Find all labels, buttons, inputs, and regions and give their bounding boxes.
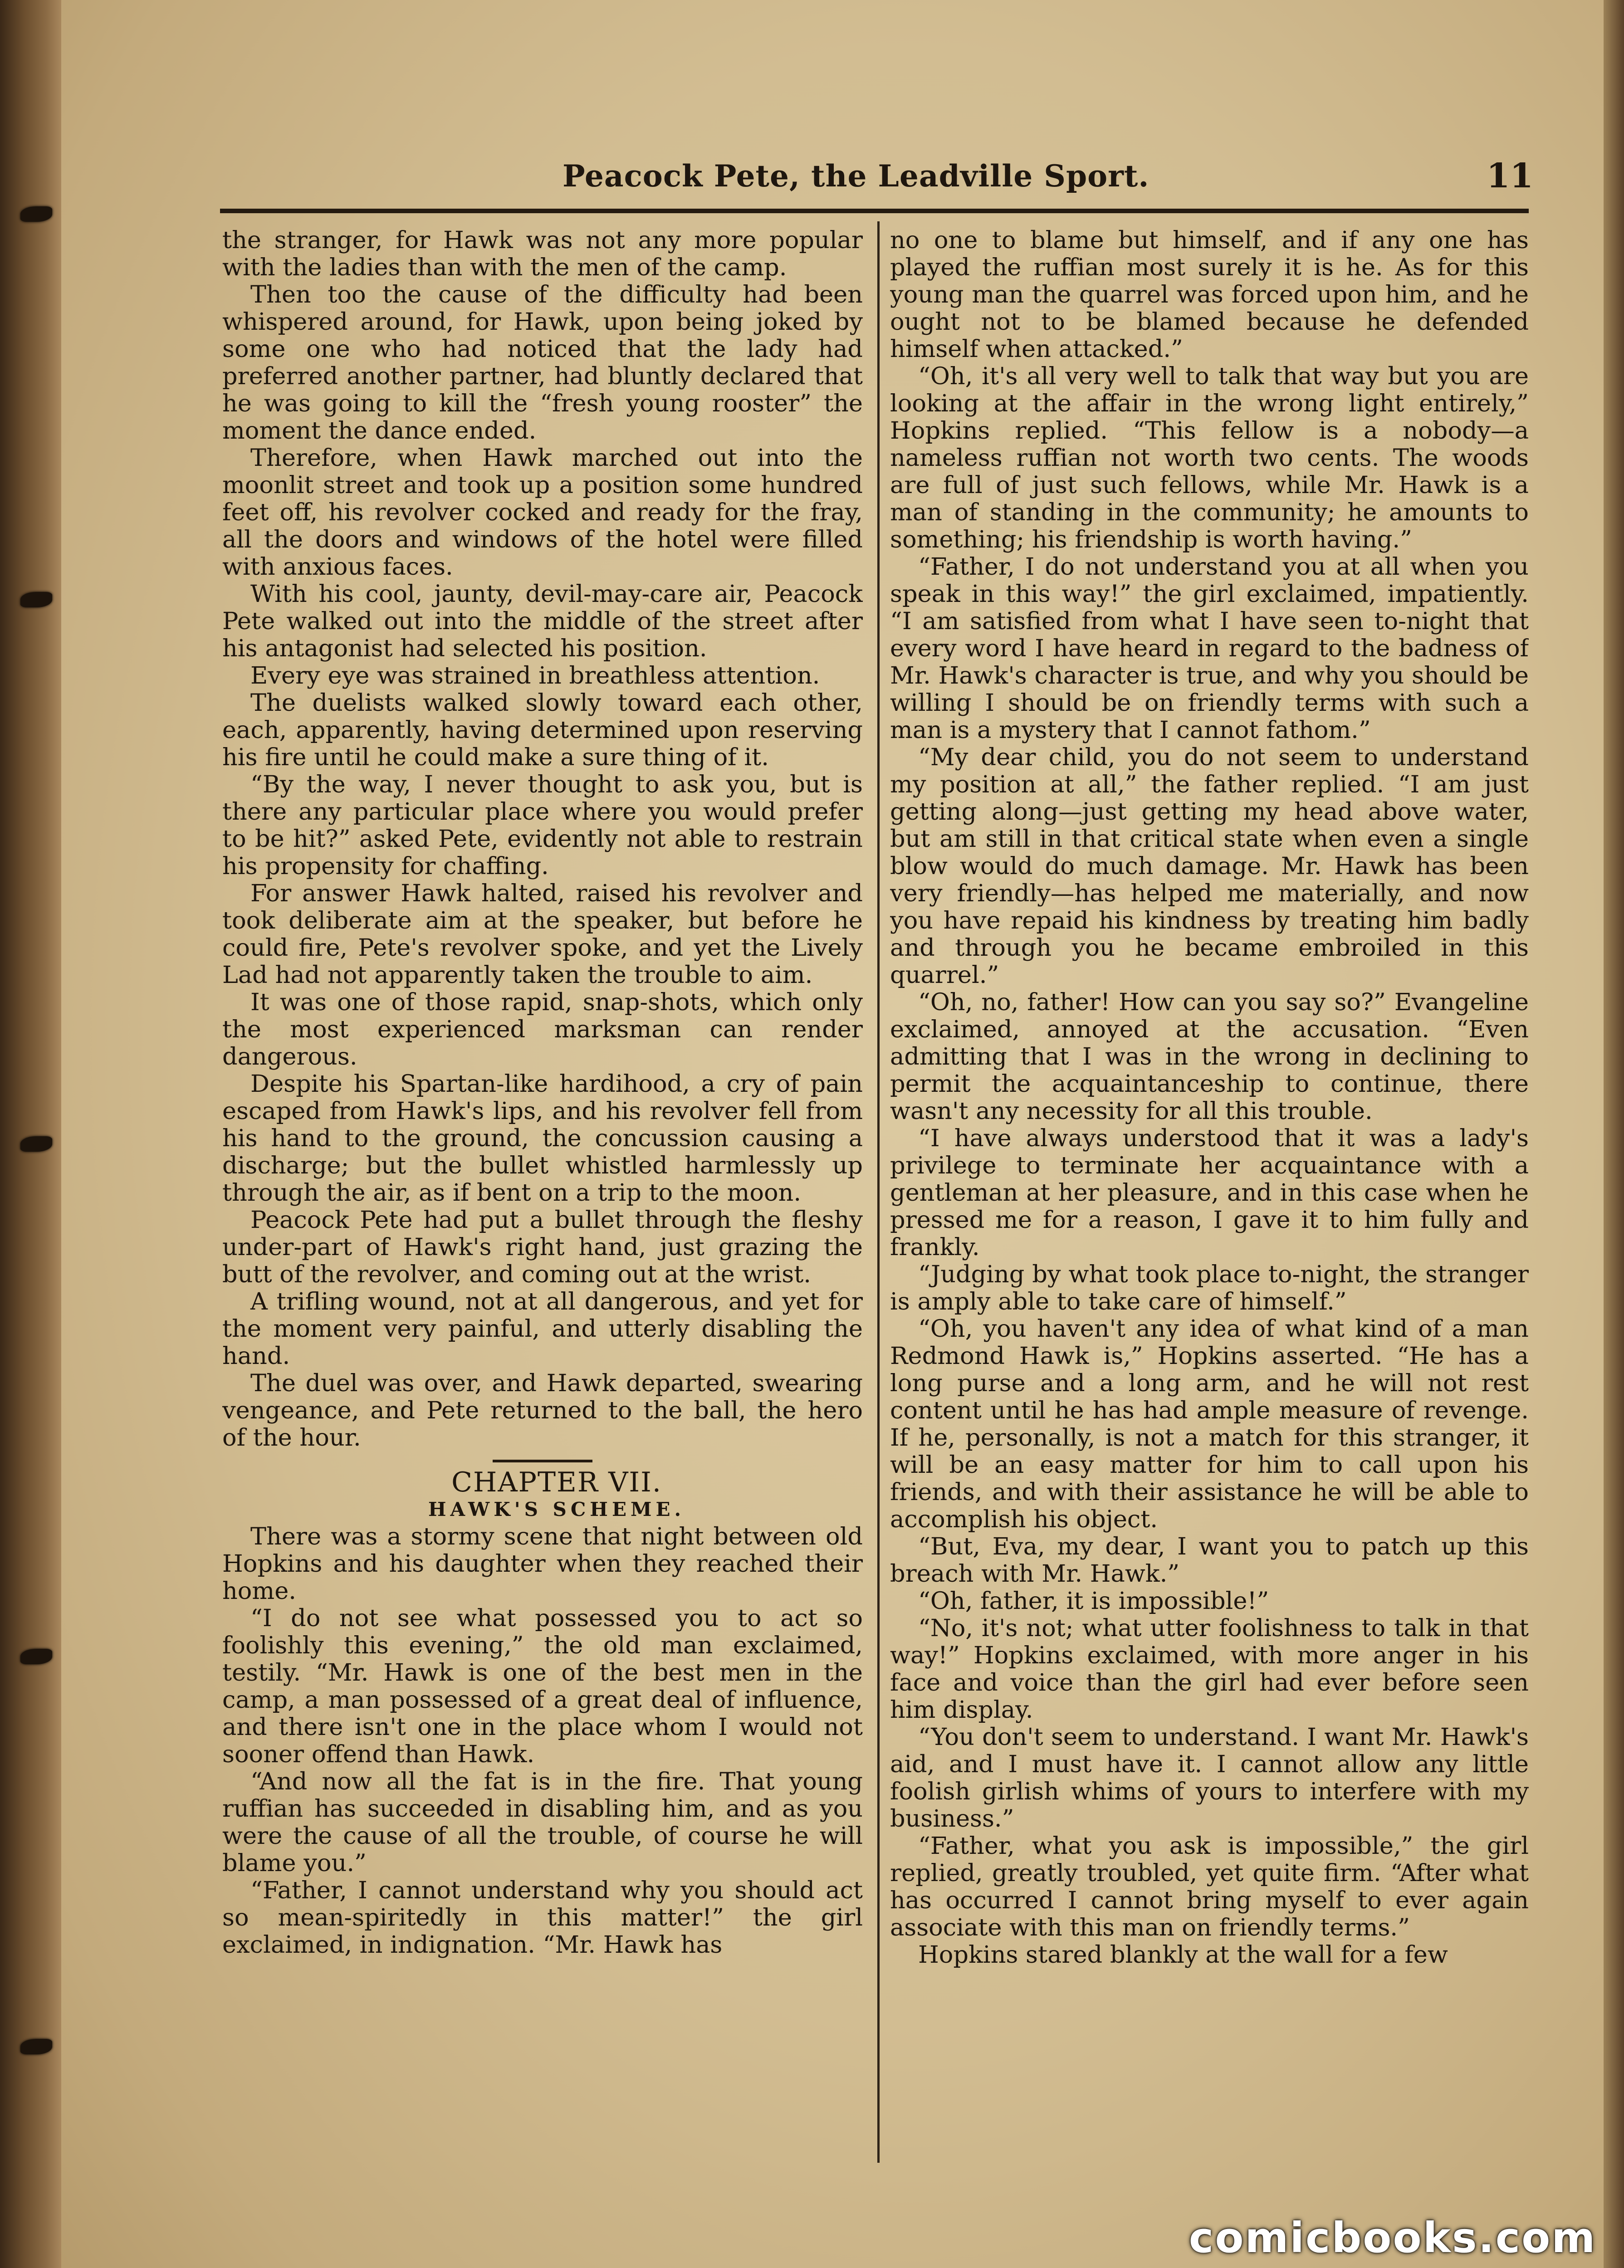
- chapter-heading: CHAPTER VII.: [451, 1466, 662, 1498]
- paragraph: Hopkins stared blankly at the wall for a few: [918, 1941, 1448, 1969]
- paragraph: “And now all the fat is in the fire. That young ruffian has succeeded in disabling him, and as you were the cause of all the trouble, of course he will blame you.”: [222, 1768, 863, 1877]
- chapter-subtitle: HAWK'S SCHEME.: [428, 1498, 685, 1520]
- paragraph: Peacock Pete had put a bullet through the fleshy under-part of Hawk's right hand, just grazing the butt of the revolver, and coming out at the wrist.: [222, 1206, 863, 1288]
- paragraph: With his cool, jaunty, devil-may-care air, Peacock Pete walked out into the middle of the street after his antagonist had selected his position.: [222, 580, 863, 662]
- binding-spine: [0, 0, 61, 2268]
- paragraph: “No, it's not; what utter foolishness to talk in that way!” Hopkins exclaimed, with more anger in his face and voice than the girl had ever before seen him display.: [890, 1614, 1529, 1724]
- paragraph: Therefore, when Hawk marched out into the moonlit street and took up a position some hundred feet off, his revolver cocked and ready for the fray, all the doors and windows of the hotel were filled with anxious faces.: [222, 444, 863, 581]
- binding-stitch: [20, 206, 52, 222]
- page-edge: [1604, 0, 1624, 2268]
- paragraph: “Oh, you haven't any idea of what kind of a man Redmond Hawk is,” Hopkins asserted. “He has a long purse and a long arm, and he will not rest content until he has had ample measure of revenge. If he, personally, is not a match for this stranger, it will be an easy matter for him to call upon his friends, and with their assistance he will be able to accomplish his object.: [890, 1315, 1529, 1533]
- running-header: [563, 149, 1533, 203]
- paragraph: There was a stormy scene that night between old Hopkins and his daughter when they reached their home.: [222, 1523, 863, 1605]
- paragraph: “But, Eva, my dear, I want you to patch up this breach with Mr. Hawk.”: [890, 1533, 1529, 1588]
- paragraph: Despite his Spartan-like hardihood, a cry of pain escaped from Hawk's lips, and his revolver fell from his hand to the ground, the concussion causing a discharge; but the bullet whistled harmlessly up through the air, as if bent on a trip to the moon.: [222, 1070, 863, 1207]
- left-column: [222, 227, 863, 2168]
- binding-stitch: [20, 592, 52, 607]
- paragraph: “Oh, it's all very well to talk that way but you are looking at the affair in the wrong light entirely,” Hopkins replied. “This fellow is a nobody—a nameless ruffian not worth two cents. The woods are full of just such fellows, while Mr. Hawk is a man of standing in the community; he amounts to something; his friendship is worth having.”: [890, 362, 1529, 553]
- binding-stitch: [20, 1649, 52, 1664]
- paragraph: The duel was over, and Hawk departed, swearing vengeance, and Pete returned to the ball, the hero of the hour.: [222, 1369, 863, 1452]
- paragraph: “Father, I cannot understand why you should act so mean-spiritedly in this matter!” the girl exclaimed, in indignation. “Mr. Hawk has: [222, 1877, 863, 1959]
- paragraph: “By the way, I never thought to ask you, but is there any particular place where you would prefer to be hit?” asked Pete, evidently not able to restrain his propensity for chaffing.: [222, 771, 863, 880]
- paragraph: It was one of those rapid, snap-shots, which only the most experienced marksman can render dangerous.: [222, 988, 863, 1070]
- paragraph: no one to blame but himself, and if any one has played the ruffian most surely it is he. As for this young man the quarrel was forced upon him, and he ought not to be blamed because he defended himself when attacked.”: [890, 227, 1529, 363]
- binding-stitch: [20, 1136, 52, 1152]
- page-number: 11: [1487, 156, 1533, 196]
- paragraph: “I do not see what possessed you to act so foolishly this evening,” the old man exclaimed, testily. “Mr. Hawk is one of the best men in the camp, a man possessed of a great deal of influence, and there isn't one in the place whom I would not sooner offend than Hawk.: [222, 1604, 863, 1768]
- paragraph: “Oh, father, it is impossible!”: [918, 1587, 1269, 1615]
- running-title: Peacock Pete, the Leadville Sport.: [563, 158, 1150, 194]
- right-column: [890, 227, 1529, 2168]
- paragraph: A trifling wound, not at all dangerous, and yet for the moment very painful, and utterly disabling the hand.: [222, 1288, 863, 1370]
- binding-stitch: [20, 2039, 52, 2054]
- paragraph: Then too the cause of the difficulty had been whispered around, for Hawk, upon being joked by some one who had noticed that the lady had preferred another partner, had bluntly declared that he was going to kill the “fresh young rooster” the moment the dance ended.: [222, 281, 863, 445]
- paragraph: “My dear child, you do not seem to understand my position at all,” the father replied. “I am just getting along—just getting my head above water, but am still in that critical state when even a single blow would do much damage. Mr. Hawk has been very friendly—has helped me materially, and now you have repaid his kindness by treating him badly and through you he became embroiled in this quarrel.”: [890, 743, 1529, 989]
- paragraph: “You don't seem to understand. I want Mr. Hawk's aid, and I must have it. I cannot allow any little foolish girlish whims of yours to interfere with my business.”: [890, 1723, 1529, 1833]
- paragraph: Every eye was strained in breathless attention.: [250, 662, 820, 689]
- paragraph: The duelists walked slowly toward each other, each, apparently, having determined upon reserving his fire until he could make a sure thing of it.: [222, 689, 863, 771]
- paragraph: “Judging by what took place to-night, the stranger is amply able to take care of himself.”: [890, 1261, 1529, 1315]
- header-rule: [220, 209, 1529, 213]
- paragraph: “I have always understood that it was a lady's privilege to terminate her acquaintance with a gentleman at her pleasure, and in this case when he pressed me for a reason, I gave it to him fully and frankly.: [890, 1124, 1529, 1261]
- chapter-rule: [493, 1460, 592, 1462]
- paragraph: “Father, what you ask is impossible,” the girl replied, greatly troubled, yet quite firm. “After what has occurred I cannot bring myself to ever again associate with this man on friendly terms.”: [890, 1832, 1529, 1941]
- paragraph: “Father, I do not understand you at all when you speak in this way!” the girl exclaimed, impatiently. “I am satisfied from what I have seen to-night that every word I have heard in regard to the badness of Mr. Hawk's character is true, and why you should be willing I should be on friendly terms with such a man is a mystery that I cannot fathom.”: [890, 553, 1529, 744]
- watermark: comicbooks.com: [1189, 2214, 1597, 2262]
- column-divider: [877, 221, 880, 2163]
- paragraph: “Oh, no, father! How can you say so?” Evangeline exclaimed, annoyed at the accusation. “Even admitting that I was in the wrong in declining to permit the acquaintanceship to continue, there wasn't any necessity for all this trouble.: [890, 988, 1529, 1125]
- paragraph: the stranger, for Hawk was not any more popular with the ladies than with the men of the camp.: [222, 227, 863, 281]
- paragraph: For answer Hawk halted, raised his revolver and took deliberate aim at the speaker, but before he could fire, Pete's revolver spoke, and yet the Lively Lad had not apparently taken the trouble to aim.: [222, 880, 863, 989]
